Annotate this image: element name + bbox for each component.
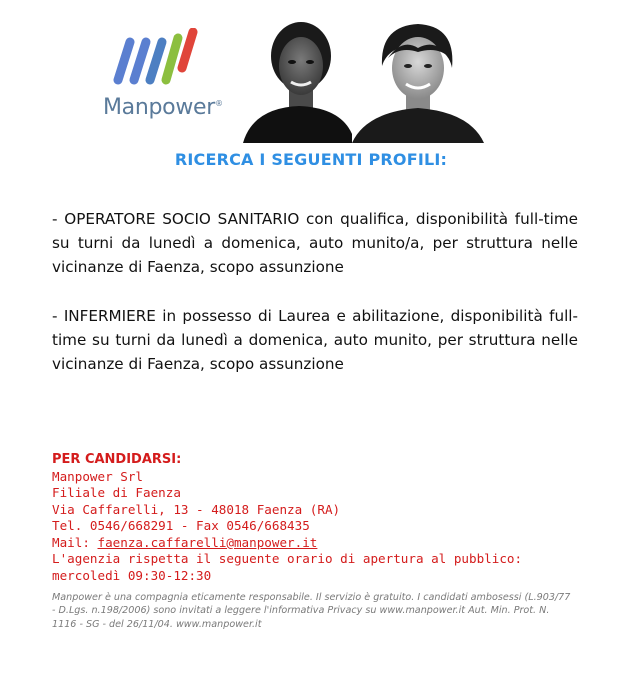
manpower-stripes-icon bbox=[108, 28, 208, 88]
logo-wordmark: Manpower® bbox=[103, 95, 223, 120]
profile-infermiere: - INFERMIERE in possesso di Laurea e abilitazione, disponibilità full-time su turni da lunedì a domenica, auto munito, per struttura nelle vicinanze di Faenza, scopo assunzione bbox=[52, 307, 578, 373]
page-title: RICERCA I SEGUENTI PROFILI: bbox=[174, 150, 448, 169]
contacts-block bbox=[52, 452, 592, 584]
phone-fax: Tel. 0546/668291 - Fax 0546/668435 bbox=[52, 518, 310, 533]
manpower-logo bbox=[100, 28, 230, 128]
opening-hours: L'agenzia rispetta il seguente orario di apertura al pubblico: mercoledì 09:30-12:30 bbox=[52, 551, 523, 583]
man-photo bbox=[352, 16, 484, 143]
address: Via Caffarelli, 13 - 48018 Faenza (RA) bbox=[52, 501, 341, 517]
mail-label: Mail: bbox=[52, 534, 98, 550]
privacy-disclaimer: Manpower è una compagnia eticamente responsabile. Il servizio è gratuito. I candidati ambosessi (L.903/77 - D.Lgs. n.198/2006) sono invitati a leggere l'informativa Privacy su www.manpower.it Aut. Min. Prot. N. 1116 - SG - del 26/11/04. www.manpower.it bbox=[52, 592, 571, 630]
company-name: Manpower Srl bbox=[52, 468, 143, 484]
email-link[interactable]: faenza.caffarelli@manpower.it bbox=[97, 534, 318, 550]
profile-oss: - OPERATORE SOCIO SANITARIO con qualifica, disponibilità full-time su turni da lunedì a domenica, auto munito/a, per struttura nelle vicinanze di Faenza, scopo assunzione bbox=[52, 210, 578, 276]
mail-line bbox=[52, 535, 592, 552]
branch-name: Filiale di Faenza bbox=[52, 485, 181, 500]
woman-photo bbox=[243, 16, 355, 143]
contacts-title: PER CANDIDARSI: bbox=[52, 452, 182, 467]
header bbox=[0, 0, 622, 145]
